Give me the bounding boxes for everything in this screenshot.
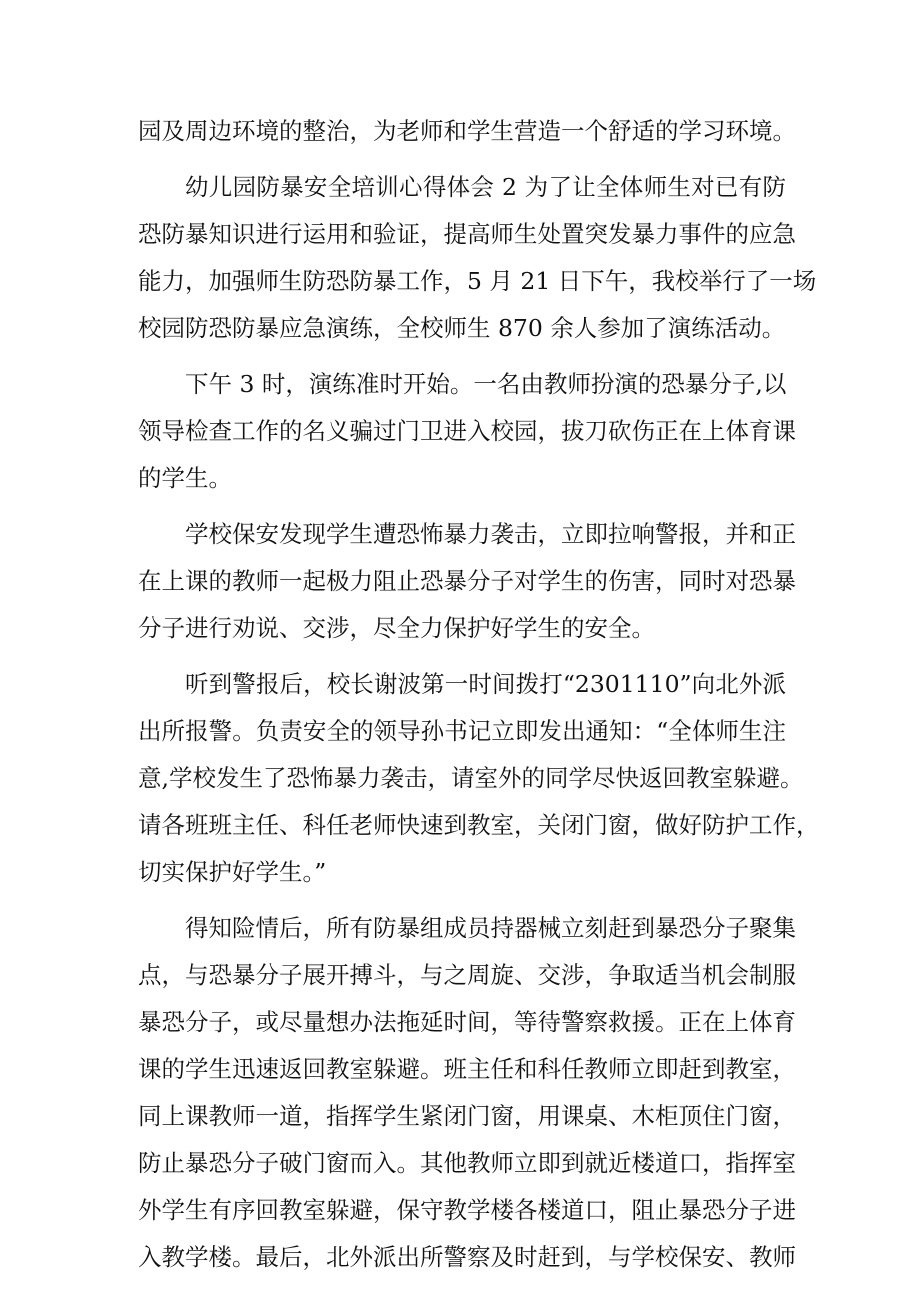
text-line: 暴恐分子，或尽量想办法拖延时间，等待警察救援。正在上体育: [138, 1008, 796, 1036]
document-body: [138, 108, 820, 1281]
text-line: 课的学生迅速返回教室躲避。班主任和科任教师立即赶到教室，: [138, 1055, 796, 1083]
text-line: 下午 3 时，演练准时开始。一名由教师扮演的恐暴分子,以: [185, 370, 787, 398]
text-line: 意,学校发生了恐怖暴力袭击，请室外的同学尽快返回教室躲避。: [138, 764, 804, 792]
text-line: 听到警报后，校长谢波第一时间拨打“2301110”向北外派: [185, 670, 786, 698]
text-line: 幼儿园防暴安全培训心得体会 2 为了让全体师生对已有防: [185, 173, 786, 201]
text-line: 切实保护好学生。”: [138, 858, 327, 886]
text-line: 出所报警。负责安全的领导孙书记立即发出通知：“全体师生注: [138, 717, 786, 745]
text-line: 能力，加强师生防恐防暴工作，5 月 21 日下午，我校举行了一场: [138, 267, 817, 295]
paragraph: [138, 511, 796, 652]
text-line: 的学生。: [138, 464, 232, 492]
text-line: 请各班班主任、科任老师快速到教室，关闭门窗，做好防护工作，: [138, 811, 820, 839]
text-line: 在上课的教师一起极力阻止恐暴分子对学生的伤害，同时对恐暴: [138, 567, 796, 595]
paragraph: [138, 361, 796, 502]
text-line: 恐防暴知识进行运用和验证，提高师生处置突发暴力事件的应急: [138, 220, 796, 248]
paragraph: [138, 905, 796, 1281]
text-line: 外学生有序回教室躲避，保守教学楼各楼道口，阻止暴恐分子进: [138, 1196, 796, 1224]
text-line: 同上课教师一道，指挥学生紧闭门窗，用课桌、木柜顶住门窗，: [138, 1102, 796, 1130]
text-line: 园及周边环境的整治，为老师和学生营造一个舒适的学习环境。: [138, 117, 796, 145]
text-line: 校园防恐防暴应急演练，全校师生 870 余人参加了演练活动。: [138, 314, 786, 342]
text-line: 点，与恐暴分子展开搏斗，与之周旋、交涉，争取适当机会制服: [138, 961, 796, 989]
paragraph: [138, 108, 796, 155]
text-line: 得知险情后，所有防暴组成员持器械立刻赶到暴恐分子聚集: [185, 914, 796, 942]
text-line: 分子进行劝说、交涉，尽全力保护好学生的安全。: [138, 614, 655, 642]
paragraph: [138, 661, 820, 896]
paragraph: [138, 164, 817, 352]
text-line: 领导检查工作的名义骗过门卫进入校园，拔刀砍伤正在上体育课: [138, 417, 796, 445]
text-line: 防止暴恐分子破门窗而入。其他教师立即到就近楼道口，指挥室: [138, 1149, 796, 1177]
text-line: 入教学楼。最后，北外派出所警察及时赶到，与学校保安、教师: [138, 1243, 796, 1271]
text-line: 学校保安发现学生遭恐怖暴力袭击，立即拉响警报，并和正: [185, 520, 796, 548]
